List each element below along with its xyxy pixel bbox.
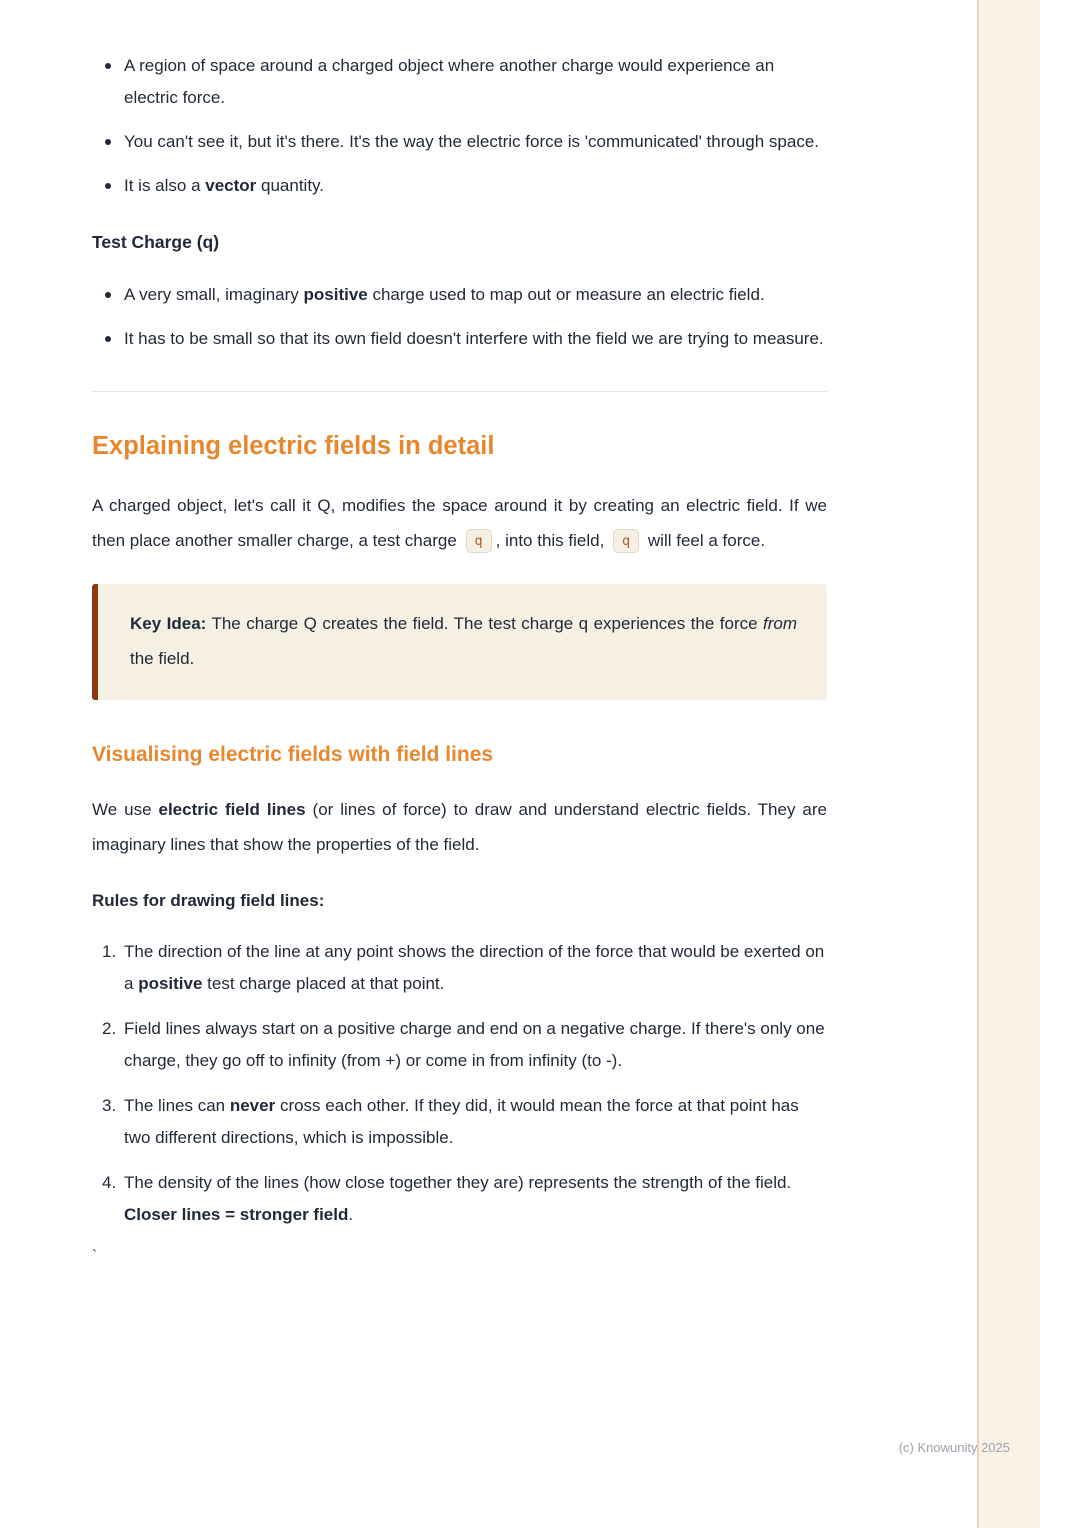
numbered-rule xyxy=(92,936,827,1000)
list-item xyxy=(92,126,827,158)
section-divider xyxy=(92,391,827,392)
page-content xyxy=(92,50,827,1265)
bullet-text: It has to be small so that its own field doesn't interfere with the field we are trying to measure. xyxy=(124,329,824,348)
test-charge-bullet-list xyxy=(92,279,827,355)
intro-paragraph: A charged object, let's call it Q, modifies the space around it by creating an electric field. If we then place another smaller charge, a test charge q , into this field, q will feel a force. xyxy=(92,488,827,558)
rule-number: 1. xyxy=(102,942,117,961)
section-heading-test-charge: Test Charge (q) xyxy=(92,232,220,252)
numbered-rule xyxy=(92,1167,827,1231)
bullet-text: A very small, imaginary positive charge used to map out or measure an electric field. xyxy=(124,285,765,304)
rule-text: Field lines always start on a positive charge and end on a negative charge. If there's only one charge, they go off to infinity (from +) or come in from infinity (to -). xyxy=(124,1019,825,1070)
intro-bullet-list xyxy=(92,50,827,202)
numbered-rule xyxy=(92,1013,827,1077)
inline-code-chip: q xyxy=(613,529,639,553)
list-item xyxy=(92,279,827,311)
rule-text: The lines can never cross each other. If they did, it would mean the force at that point has two different directions, which is impossible. xyxy=(124,1096,799,1147)
right-margin-strip xyxy=(977,0,1040,1528)
bullet-text: A region of space around a charged object where another charge would experience an electric force. xyxy=(124,56,775,107)
key-idea-text: Key Idea: The charge Q creates the field. The test charge q experiences the force from the field. xyxy=(130,614,798,668)
key-idea-callout xyxy=(92,584,827,700)
rule-text: The density of the lines (how close together they are) represents the strength of the field. Closer lines = stronger field. xyxy=(124,1173,792,1224)
numbered-rule xyxy=(92,1090,827,1154)
field-lines-paragraph: We use electric field lines (or lines of force) to draw and understand electric fields. They are imaginary lines that show the properties of the field. xyxy=(92,800,827,854)
bullet-text: It is also a vector quantity. xyxy=(124,176,325,195)
bullet-text: You can't see it, but it's there. It's the way the electric force is 'communicated' through space. xyxy=(124,132,820,151)
list-item xyxy=(92,50,827,114)
list-item xyxy=(92,323,827,355)
rule-text: The direction of the line at any point shows the direction of the force that would be exerted on a positive test charge placed at that point. xyxy=(124,942,825,993)
rule-number: 4. xyxy=(102,1173,117,1192)
rules-label: Rules for drawing field lines: xyxy=(92,891,325,910)
rule-number: 3. xyxy=(102,1096,117,1115)
rules-numbered-list xyxy=(92,936,827,1231)
list-item xyxy=(92,170,827,202)
inline-code-chip: q xyxy=(466,529,492,553)
footer-credit: (c) Knowunity 2025 xyxy=(898,1440,1010,1455)
page-title: Explaining electric fields in detail xyxy=(92,432,495,460)
stray-backtick: ` xyxy=(92,1247,97,1264)
subheading-visualising: Visualising electric fields with field lines xyxy=(92,743,494,766)
rule-number: 2. xyxy=(102,1019,117,1038)
